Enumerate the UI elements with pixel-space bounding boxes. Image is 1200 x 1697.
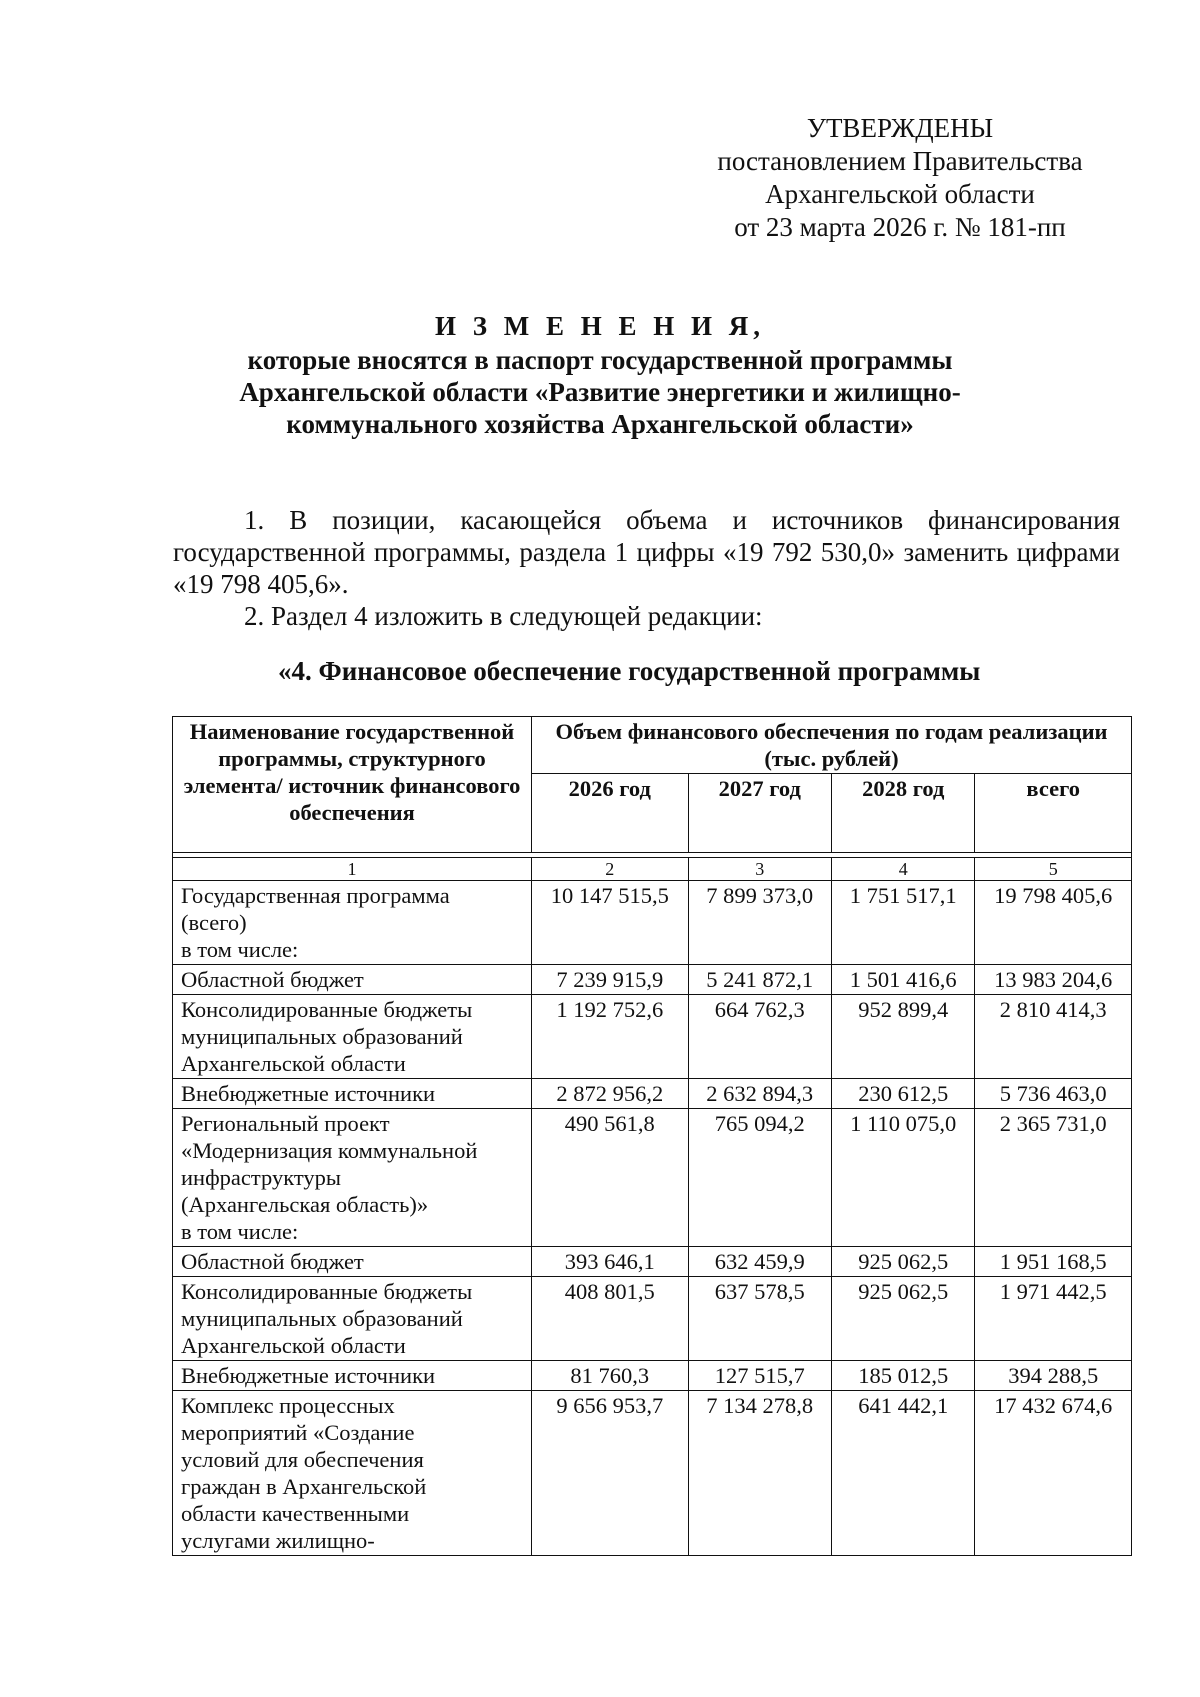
row-label — [173, 1361, 532, 1391]
table-row — [173, 965, 1132, 995]
row-label-line: в том числе: — [181, 937, 299, 962]
cell-v2028: 1 110 075,0 — [831, 1109, 974, 1247]
cell-total: 2 365 731,0 — [975, 1109, 1132, 1247]
row-label-line: Комплекс процессных — [181, 1393, 395, 1418]
header-2027: 2027 год — [688, 774, 831, 853]
row-label-line: Внебюджетные источники — [181, 1081, 436, 1106]
cell-v2028: 641 442,1 — [831, 1391, 974, 1556]
table-row — [173, 881, 1132, 965]
row-label — [173, 1109, 532, 1247]
row-label-line: мероприятий «Создание — [181, 1420, 415, 1445]
row-label-line: (Архангельская область)» — [181, 1192, 429, 1217]
cell-v2027: 5 241 872,1 — [688, 965, 831, 995]
approval-line-4: от 23 марта 2026 г. № 181-пп — [734, 212, 1066, 242]
row-label-line: Государственная программа — [181, 883, 450, 908]
table-row — [173, 1079, 1132, 1109]
row-label-line: условий для обеспечения — [181, 1447, 424, 1472]
cell-v2026: 2 872 956,2 — [532, 1079, 689, 1109]
row-label-line: инфраструктуры — [181, 1165, 341, 1190]
cell-v2028: 925 062,5 — [831, 1277, 974, 1361]
cell-v2027: 7 899 373,0 — [688, 881, 831, 965]
approval-line-3: Архангельской области — [765, 179, 1035, 209]
row-label-line: в том числе: — [181, 1219, 299, 1244]
row-label — [173, 1247, 532, 1277]
header-2028: 2028 год — [831, 774, 974, 853]
cell-total: 1 951 168,5 — [975, 1247, 1132, 1277]
col-index-4: 4 — [831, 858, 974, 881]
cell-v2026: 81 760,3 — [532, 1361, 689, 1391]
approval-block — [700, 112, 1100, 244]
row-label-line: Областной бюджет — [181, 967, 364, 992]
row-label — [173, 1079, 532, 1109]
title-line-2: которые вносятся в паспорт государственной программы — [247, 345, 953, 375]
cell-total: 5 736 463,0 — [975, 1079, 1132, 1109]
document-title — [170, 310, 1030, 440]
cell-total: 17 432 674,6 — [975, 1391, 1132, 1556]
row-label — [173, 1391, 532, 1556]
row-label-line: (всего) — [181, 910, 247, 935]
header-volume: Объем финансового обеспечения по годам реализации (тыс. рублей) — [532, 717, 1132, 774]
cell-v2028: 952 899,4 — [831, 995, 974, 1079]
row-label-line: Консолидированные бюджеты — [181, 1279, 473, 1304]
table-row — [173, 1109, 1132, 1247]
cell-total: 13 983 204,6 — [975, 965, 1132, 995]
cell-v2028: 230 612,5 — [831, 1079, 974, 1109]
cell-v2028: 1 751 517,1 — [831, 881, 974, 965]
title-line-4: коммунального хозяйства Архангельской области» — [286, 409, 914, 439]
table-row — [173, 1391, 1132, 1556]
row-label-line: муниципальных образований — [181, 1024, 463, 1049]
cell-v2027: 127 515,7 — [688, 1361, 831, 1391]
cell-v2028: 925 062,5 — [831, 1247, 974, 1277]
row-label — [173, 881, 532, 965]
table-row — [173, 1277, 1132, 1361]
financing-table — [172, 716, 1132, 1556]
col-index-3: 3 — [688, 858, 831, 881]
title-line-1: И З М Е Н Е Н И Я, — [434, 311, 765, 341]
cell-v2027: 637 578,5 — [688, 1277, 831, 1361]
cell-v2026: 393 646,1 — [532, 1247, 689, 1277]
col-index-1: 1 — [173, 858, 532, 881]
column-index-row — [173, 858, 1132, 881]
cell-v2027: 632 459,9 — [688, 1247, 831, 1277]
approval-line-2: постановлением Правительства — [717, 146, 1083, 176]
row-label-line: Архангельской области — [181, 1051, 406, 1076]
row-label-line: области качественными — [181, 1501, 410, 1526]
header-row — [173, 717, 1132, 774]
table-row — [173, 1361, 1132, 1391]
cell-v2026: 408 801,5 — [532, 1277, 689, 1361]
cell-total: 19 798 405,6 — [975, 881, 1132, 965]
cell-v2027: 2 632 894,3 — [688, 1079, 831, 1109]
row-label-line: услугами жилищно- — [181, 1528, 375, 1553]
cell-v2026: 9 656 953,7 — [532, 1391, 689, 1556]
header-2026: 2026 год — [532, 774, 689, 853]
cell-v2026: 10 147 515,5 — [532, 881, 689, 965]
col-index-5: 5 — [975, 858, 1132, 881]
table-row — [173, 1247, 1132, 1277]
paragraph-2: 2. Раздел 4 изложить в следующей редакции: — [244, 601, 763, 631]
row-label-line: «Модернизация коммунальной — [181, 1138, 478, 1163]
row-label-line: Областной бюджет — [181, 1249, 364, 1274]
cell-v2026: 1 192 752,6 — [532, 995, 689, 1079]
approval-line-1: УТВЕРЖДЕНЫ — [806, 113, 994, 143]
header-name: Наименование государственной программы, структурного элемента/ источник финансового обеспечения — [173, 717, 532, 853]
table-row — [173, 995, 1132, 1079]
cell-total: 2 810 414,3 — [975, 995, 1132, 1079]
cell-v2027: 664 762,3 — [688, 995, 831, 1079]
cell-total: 1 971 442,5 — [975, 1277, 1132, 1361]
title-line-3: Архангельской области «Развитие энергетики и жилищно- — [239, 377, 961, 407]
row-label — [173, 995, 532, 1079]
row-label-line: Внебюджетные источники — [181, 1363, 436, 1388]
cell-v2027: 765 094,2 — [688, 1109, 831, 1247]
header-total: всего — [975, 774, 1132, 853]
row-label-line: граждан в Архангельской — [181, 1474, 427, 1499]
cell-v2026: 7 239 915,9 — [532, 965, 689, 995]
row-label — [173, 965, 532, 995]
row-label-line: Архангельской области — [181, 1333, 406, 1358]
cell-v2027: 7 134 278,8 — [688, 1391, 831, 1556]
section-title: «4. Финансовое обеспечение государственной программы — [278, 656, 981, 686]
row-label — [173, 1277, 532, 1361]
col-index-2: 2 — [532, 858, 689, 881]
cell-v2028: 185 012,5 — [831, 1361, 974, 1391]
paragraph-1: 1. В позиции, касающейся объема и источников финансирования государственной программы, раздела 1 цифры «19 792 530,0» заменить цифрами «19 798 405,6». — [173, 505, 1120, 599]
row-label-line: Консолидированные бюджеты — [181, 997, 473, 1022]
row-label-line: муниципальных образований — [181, 1306, 463, 1331]
cell-v2028: 1 501 416,6 — [831, 965, 974, 995]
row-label-line: Региональный проект — [181, 1111, 390, 1136]
cell-total: 394 288,5 — [975, 1361, 1132, 1391]
cell-v2026: 490 561,8 — [532, 1109, 689, 1247]
